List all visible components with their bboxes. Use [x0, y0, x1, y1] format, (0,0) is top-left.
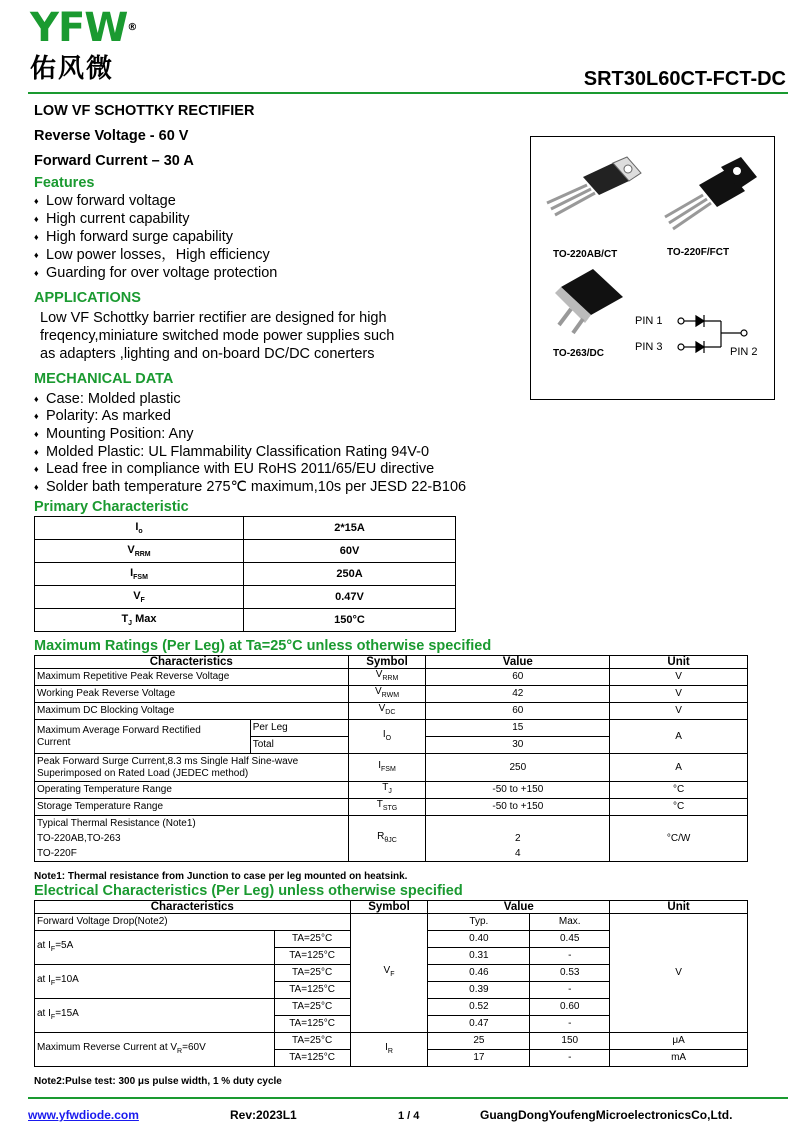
table-row: Peak Forward Surge Current,8.3 ms Single Half Sine-wave Superimposed on Rated Load (JEDEC method) $I_{FSM}$ 250 A — [35, 754, 748, 782]
package-label-to263: TO-263/DC — [553, 348, 604, 359]
page-number: 1 / 4 — [398, 1110, 420, 1122]
table-header-row: Characteristics Symbol Value Unit — [35, 901, 748, 914]
mechanical-item: ♦ Mounting Position: Any — [34, 426, 194, 442]
table-row: Maximum Average Forward Rectified Current Per Leg $I_O$ 15 A — [35, 720, 748, 737]
table-row: TA=125°C 0.47 - — [35, 1016, 748, 1033]
to220ab-drawing — [547, 157, 641, 215]
mechanical-item: ♦ Polarity: As marked — [34, 408, 171, 424]
table-row: Storage Temperature Range $T_{STG}$ -50 to +150 °C — [35, 799, 748, 816]
applications-line: as adapters ,lighting and on-board DC/DC conerters — [40, 346, 375, 362]
table-row: Working Peak Reverse Voltage $V_{RWM}$ 42 V — [35, 686, 748, 703]
table-row: $I_{FSM}$ 250A — [35, 563, 456, 586]
logo — [30, 5, 137, 51]
table-header-row: Characteristics Symbol Value Unit — [35, 656, 748, 669]
applications-line: freqency,miniature switched mode power supplies such — [40, 328, 395, 344]
note2: Note2:Pulse test: 300 μs pulse width, 1 % duty cycle — [34, 1076, 282, 1087]
applications-heading: APPLICATIONS — [34, 290, 141, 306]
mechanical-item: ♦ Molded Plastic: UL Flammability Classification Rating 94V-0 — [34, 444, 430, 460]
table-row: TA=125°C 0.31 - — [35, 948, 748, 965]
to263-drawing — [555, 269, 623, 333]
table-row: Maximum Reverse Current at $V_R=60V$ TA=25°C $I_R$ 25 150 μA — [35, 1033, 748, 1050]
feature-item: ♦ High forward surge capability — [34, 229, 233, 245]
footer-divider — [28, 1097, 788, 1099]
mechanical-item: ♦ Lead free in compliance with EU RoHS 2011/65/EU directive — [34, 461, 435, 477]
feature-item: ♦ High current capability — [34, 211, 190, 227]
features-heading: Features — [34, 175, 95, 191]
revision: Rev:2023L1 — [230, 1108, 297, 1122]
table-row: at $I_F=10A$ TA=25°C 0.46 0.53 — [35, 965, 748, 982]
forward-current: Forward Current – 30 A — [34, 153, 194, 169]
feature-item: ♦ Low forward voltage — [34, 193, 176, 209]
package-label-to220f: TO-220F/FCT — [667, 247, 730, 258]
table-row: Maximum Repetitive Peak Reverse Voltage $V_{RRM}$ 60 V — [35, 669, 748, 686]
package-box — [530, 136, 775, 400]
pin3-label: PIN 3 — [635, 341, 663, 353]
to220f-drawing — [665, 157, 757, 229]
note1: Note1: Thermal resistance from Junction to case per leg mounted on heatsink. — [34, 871, 408, 882]
logo-text: YFW — [30, 5, 128, 51]
logo-chinese: 佑风微 — [30, 54, 115, 84]
max-ratings-heading: Maximum Ratings (Per Leg) at Ta=25°C unless otherwise specified — [34, 638, 492, 654]
header-divider — [28, 92, 788, 94]
pin1-label: PIN 1 — [635, 315, 663, 327]
part-number: SRT30L60CT-FCT-DC — [583, 68, 786, 90]
table-row: $V_{RRM}$ 60V — [35, 540, 456, 563]
product-title: LOW VF SCHOTTKY RECTIFIER — [34, 103, 255, 119]
feature-item: ♦ Low power losses，High efficiency — [34, 247, 270, 263]
registered-mark: ® — [127, 22, 137, 33]
primary-table — [34, 516, 456, 632]
table-row: Operating Temperature Range $T_J$ -50 to +150 °C — [35, 782, 748, 799]
table-row: TA=125°C 0.39 - — [35, 982, 748, 999]
package-drawings — [531, 137, 776, 401]
table-row: Total 30 — [35, 737, 748, 754]
table-row: TA=125°C 17 - mA — [35, 1050, 748, 1067]
table-row: Typical Thermal Resistance (Note1) TO-220AB,TO-263 TO-220F $R_{\theta JC}$ 2 4 °C/W — [35, 816, 748, 862]
table-row: Forward Voltage Drop(Note2) $V_F$ Typ. Max. V — [35, 914, 748, 931]
mechanical-item: ♦ Solder bath temperature 275℃ maximum,10s per JESD 22-B106 — [34, 479, 467, 495]
electrical-heading: Electrical Characteristics (Per Leg) unless otherwise specified — [34, 883, 463, 899]
mechanical-item: ♦ Case: Molded plastic — [34, 391, 181, 407]
primary-heading: Primary Characteristic — [34, 499, 189, 515]
table-row: at $I_F=5A$ TA=25°C 0.40 0.45 — [35, 931, 748, 948]
table-row: $V_F$ 0.47V — [35, 586, 456, 609]
electrical-table — [34, 900, 748, 1067]
max-ratings-table — [34, 655, 748, 862]
applications-line: Low VF Schottky barrier rectifier are designed for high — [40, 310, 387, 326]
table-row: $T_J$ Max 150°C — [35, 609, 456, 632]
pin2-label: PIN 2 — [730, 346, 758, 358]
table-row: $I_o$ 2*15A — [35, 517, 456, 540]
mechanical-heading: MECHANICAL DATA — [34, 371, 174, 387]
website-link[interactable]: www.yfwdiode.com — [28, 1108, 139, 1122]
feature-item: ♦ Guarding for over voltage protection — [34, 265, 278, 281]
table-row: Maximum DC Blocking Voltage $V_{DC}$ 60 V — [35, 703, 748, 720]
company-name: GuangDongYoufengMicroelectronicsCo,Ltd. — [480, 1108, 733, 1122]
package-label-to220ab: TO-220AB/CT — [553, 249, 618, 260]
reverse-voltage: Reverse Voltage - 60 V — [34, 128, 189, 144]
table-row: at $I_F=15A$ TA=25°C 0.52 0.60 — [35, 999, 748, 1016]
